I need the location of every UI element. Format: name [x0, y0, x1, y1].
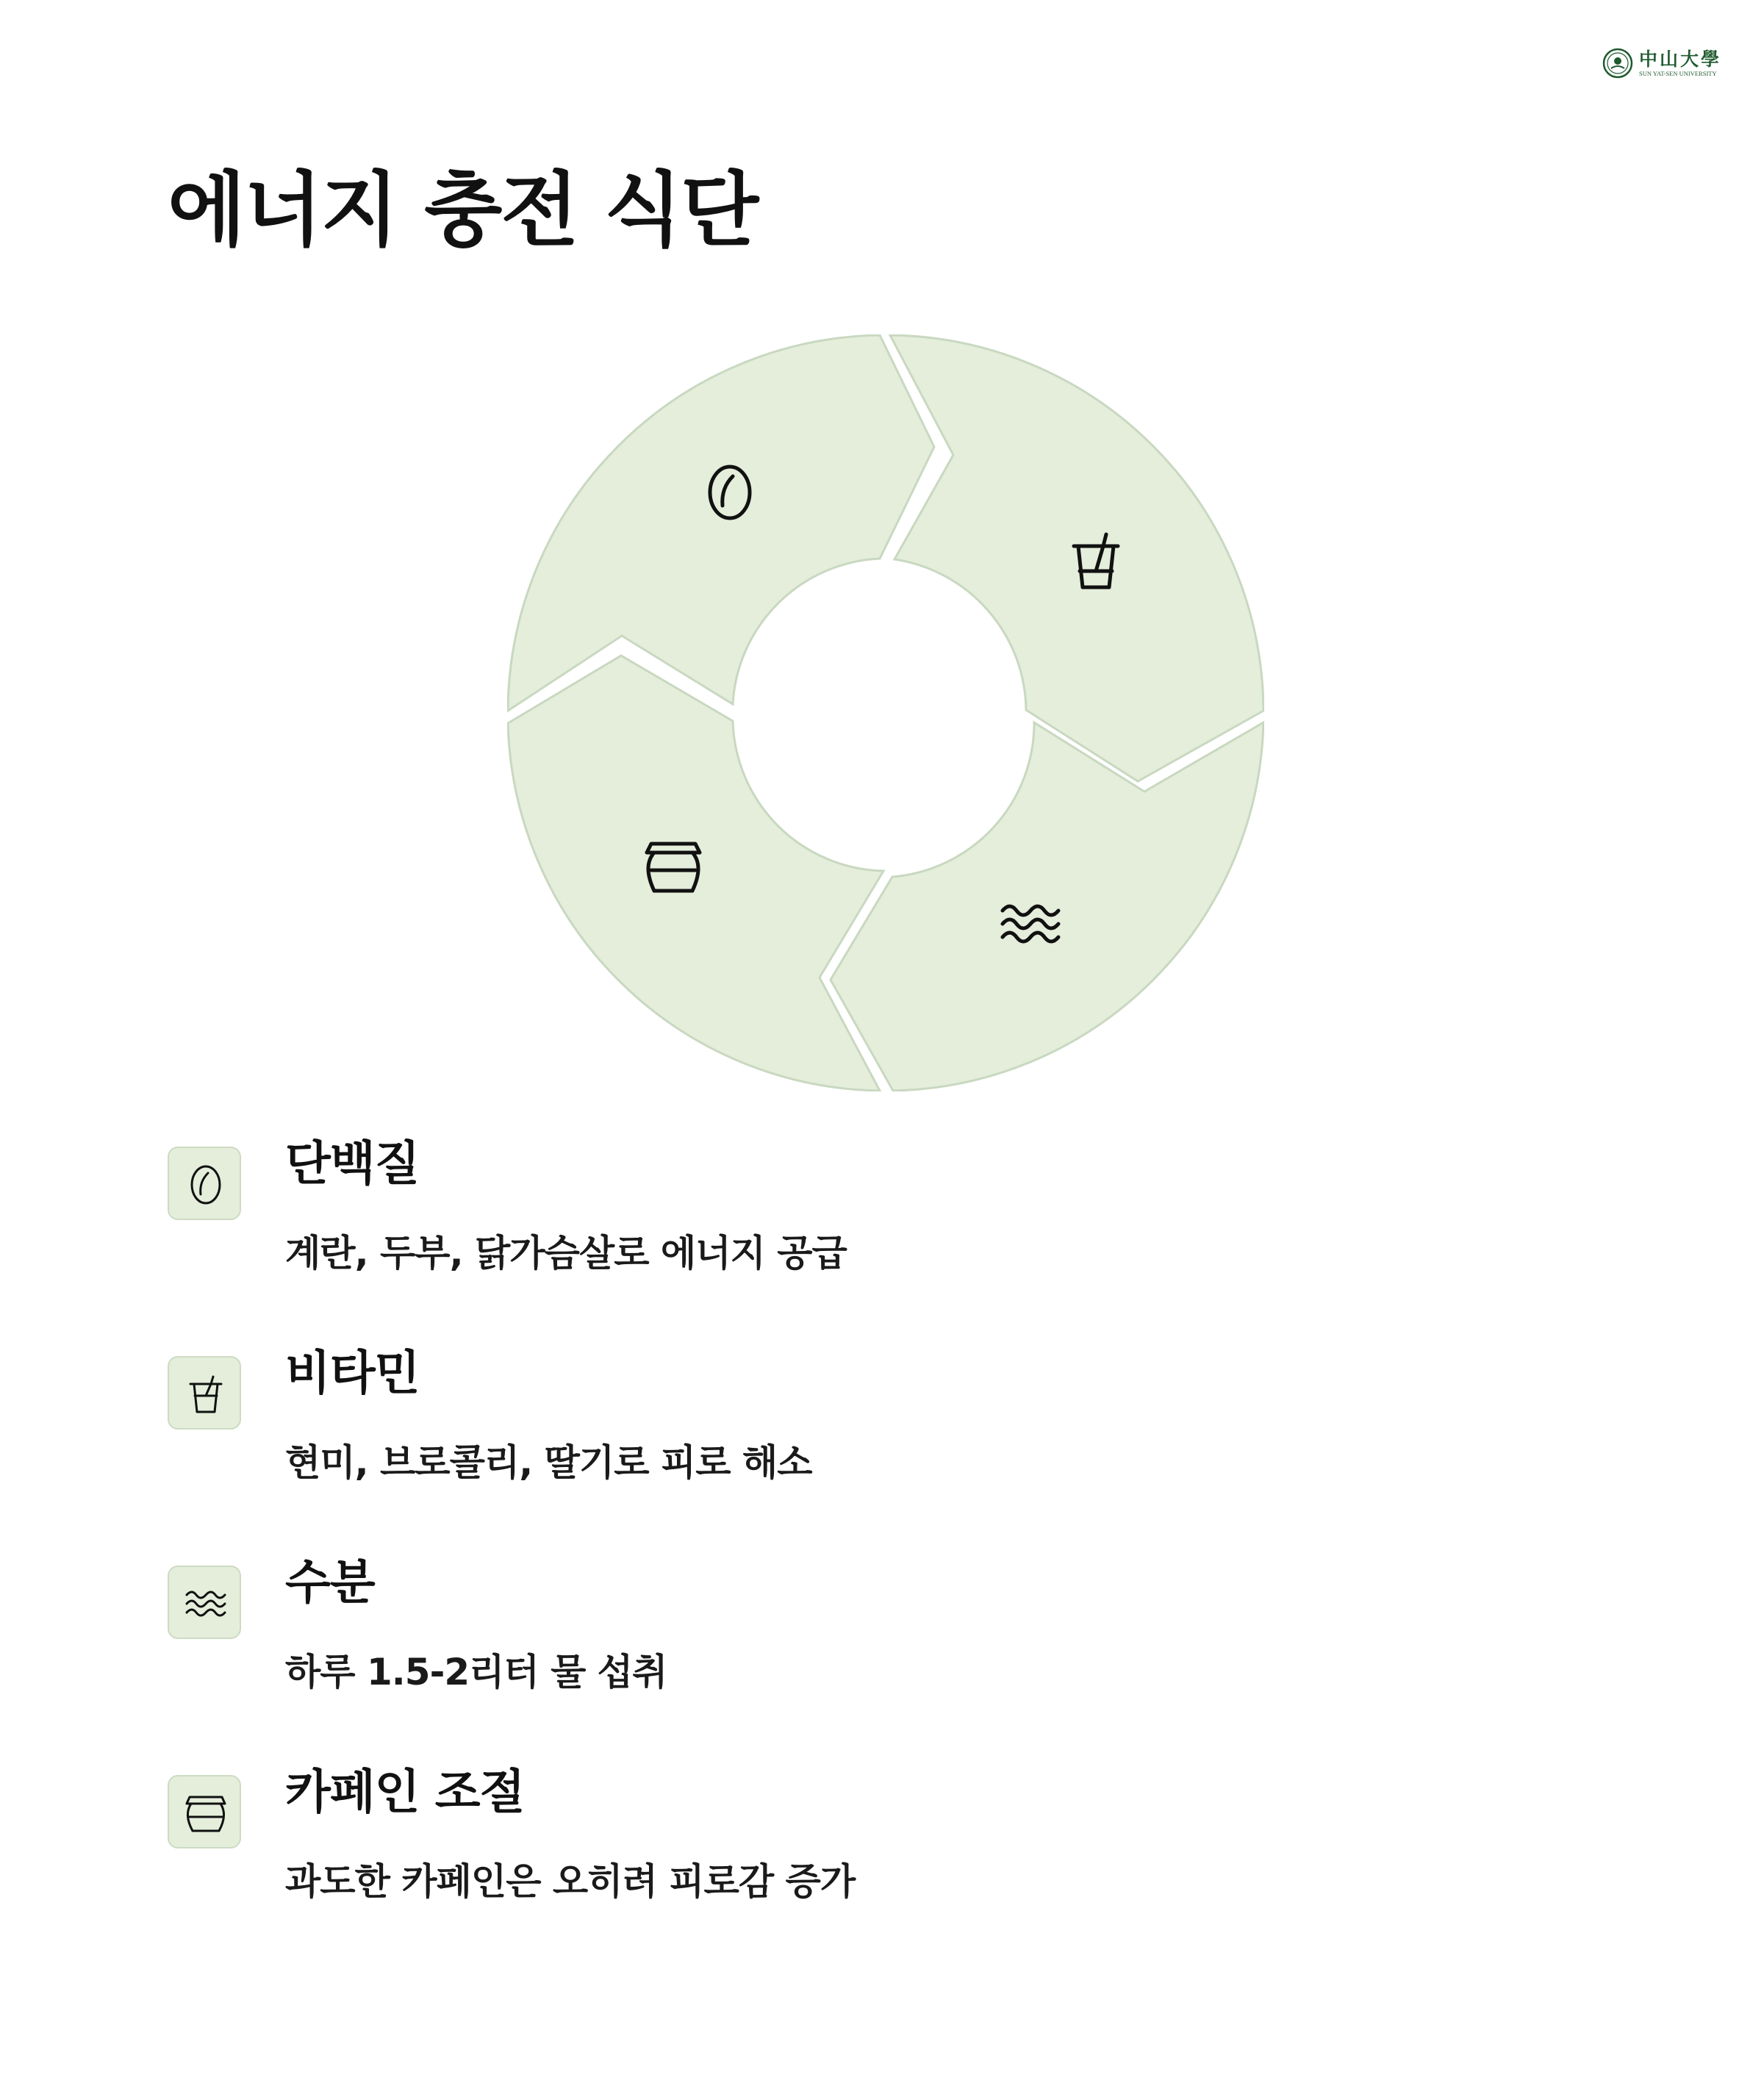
list-item-protein	[168, 1137, 1344, 1294]
item-description: 현미, 브로콜리, 딸기로 피로 해소	[285, 1441, 812, 1484]
list-item-caffeine	[168, 1765, 1344, 1922]
university-seal-icon	[1602, 48, 1633, 79]
item-description: 하루 1.5-2리터 물 섭취	[285, 1651, 667, 1693]
cup-icon	[184, 1372, 228, 1416]
item-description: 계란, 두부, 닭가슴살로 에너지 공급	[285, 1232, 847, 1274]
icon-box	[168, 1356, 241, 1430]
item-description: 과도한 카페인은 오히려 피로감 증가	[285, 1860, 856, 1903]
list-item-water	[168, 1556, 1344, 1713]
item-title: 카페인 조절	[285, 1765, 525, 1820]
page-title: 에너지 충전 식단	[168, 163, 758, 257]
icon-box	[168, 1147, 241, 1220]
water-waves-icon	[184, 1582, 228, 1626]
icon-box	[168, 1775, 241, 1848]
logo-name-cn: 中山大學	[1639, 48, 1722, 70]
diagram-segment-protein	[508, 335, 934, 711]
icon-box	[168, 1566, 241, 1639]
coffee-pot-icon	[184, 1791, 228, 1835]
university-logo	[1602, 44, 1727, 82]
diagram-segment-caffeine	[508, 656, 883, 1091]
logo-name-en: SUN YAT-SEN UNIVERSITY	[1639, 69, 1717, 77]
item-title: 수분	[285, 1556, 375, 1610]
list-item-vitamin	[168, 1346, 1344, 1503]
egg-icon	[184, 1163, 228, 1207]
diagram-segment-water	[831, 722, 1263, 1091]
item-title: 비타민	[285, 1346, 420, 1401]
diagram-segment-vitamin	[890, 335, 1263, 781]
logo-text	[1639, 50, 1721, 77]
item-title: 단백질	[285, 1137, 420, 1191]
cycle-diagram	[507, 334, 1264, 1091]
